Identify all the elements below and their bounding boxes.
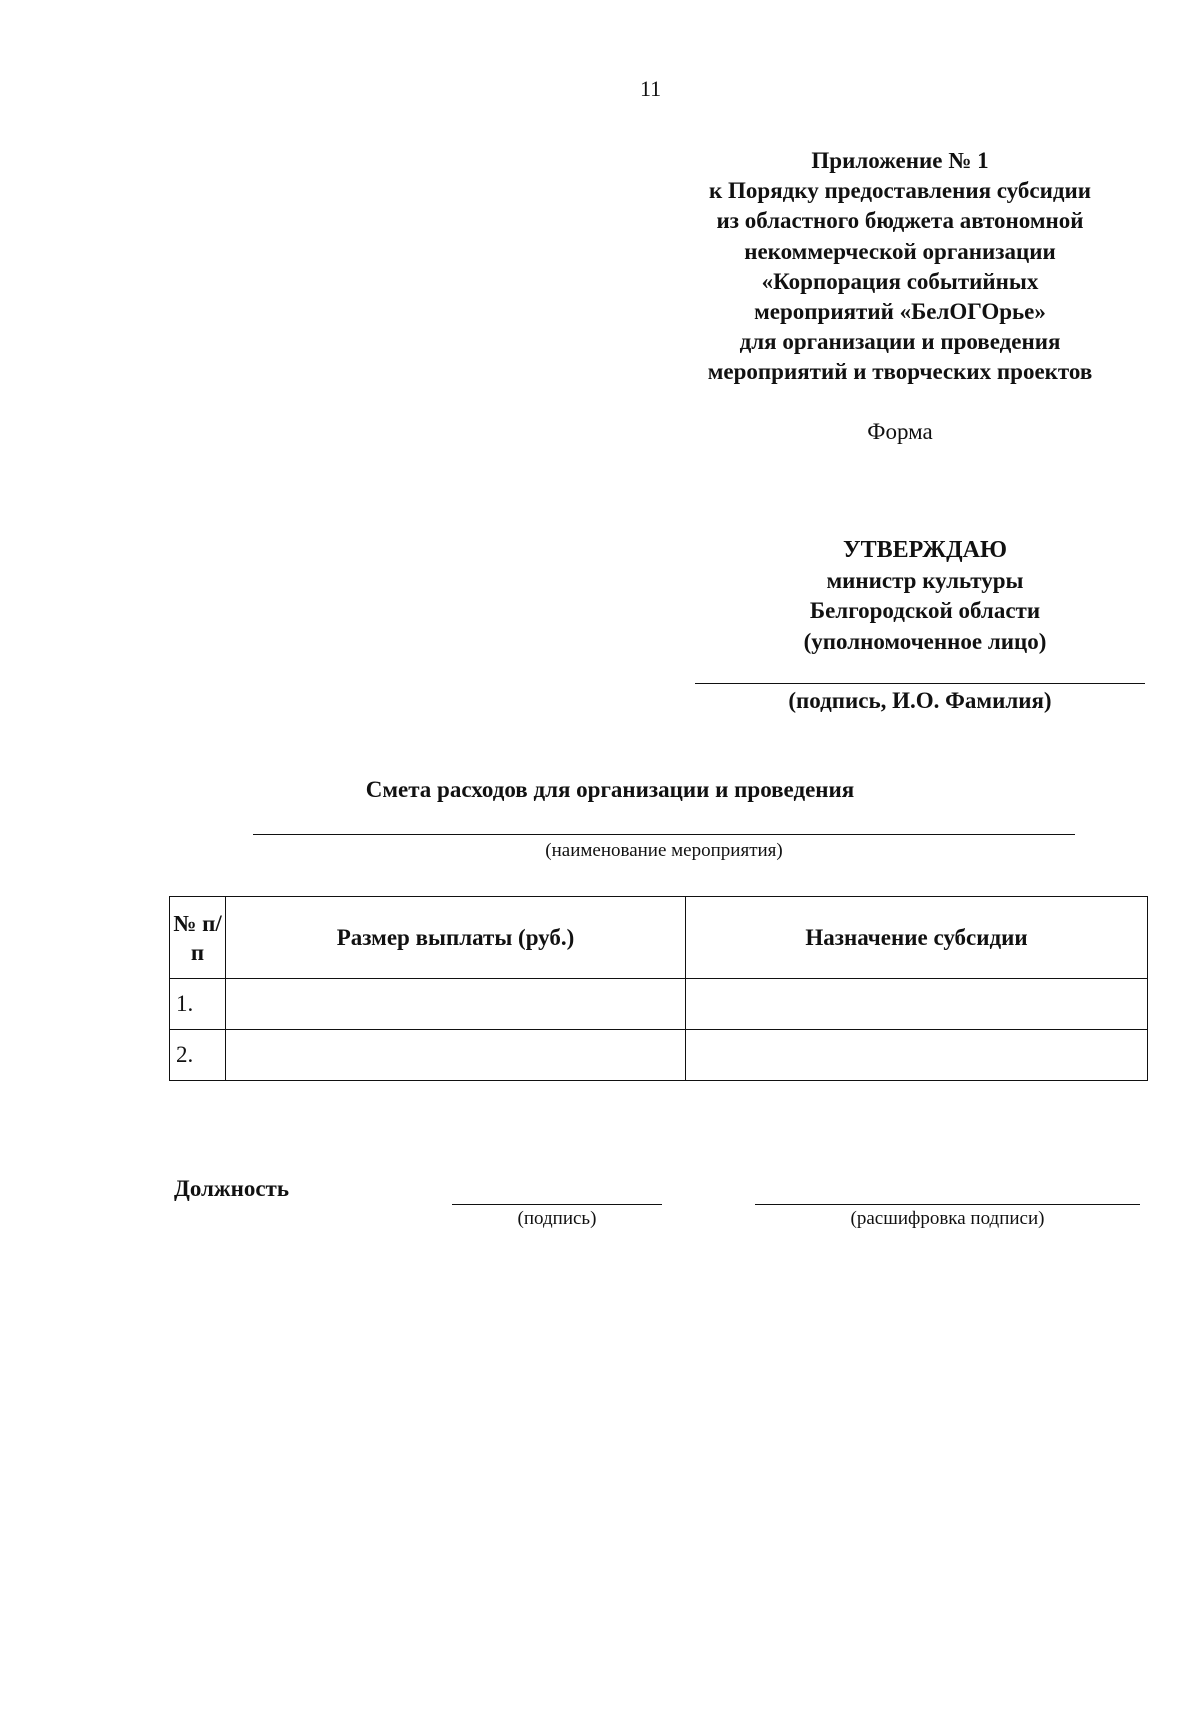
estimate-title: Смета расходов для организации и проведения bbox=[365, 777, 855, 802]
position-label: Должность bbox=[174, 1176, 290, 1201]
appendix-line: для организации и проведения bbox=[739, 329, 1061, 355]
form-label: Форма bbox=[867, 419, 933, 444]
event-name-line bbox=[253, 834, 1075, 835]
signature-caption: (подпись) bbox=[517, 1208, 597, 1229]
appendix-line: мероприятий «БелОГОрье» bbox=[754, 299, 1046, 325]
approval-signature-caption: (подпись, И.О. Фамилия) bbox=[788, 688, 1052, 713]
table-row bbox=[170, 1030, 1148, 1081]
purpose-cell bbox=[686, 1030, 1148, 1081]
approval-line: Белгородской области bbox=[809, 598, 1041, 623]
page-number: 11 bbox=[640, 76, 662, 101]
appendix-line: мероприятий и творческих проектов bbox=[707, 359, 1093, 385]
signature-decode-line bbox=[755, 1204, 1140, 1205]
amount-cell bbox=[226, 979, 686, 1030]
approval-signature-line bbox=[695, 683, 1145, 684]
column-header-purpose: Назначение субсидии bbox=[686, 897, 1148, 979]
appendix-line: к Порядку предоставления субсидии bbox=[709, 178, 1091, 204]
approval-line: (уполномоченное лицо) bbox=[803, 628, 1047, 654]
estimate-table bbox=[169, 896, 1148, 1081]
signature-line bbox=[452, 1204, 662, 1205]
table-header-row bbox=[170, 897, 1148, 979]
approval-line: министр культуры bbox=[826, 567, 1024, 593]
table-row bbox=[170, 979, 1148, 1030]
appendix-header bbox=[660, 146, 1140, 388]
event-name-caption: (наименование мероприятия) bbox=[545, 840, 783, 861]
amount-cell bbox=[226, 1030, 686, 1081]
approval-head: УТВЕРЖДАЮ bbox=[842, 537, 1008, 563]
appendix-line: некоммерческой организации bbox=[744, 238, 1056, 264]
appendix-line: Приложение № 1 bbox=[811, 148, 989, 173]
column-header-number: № п/п bbox=[170, 897, 226, 979]
row-number-cell: 2. bbox=[170, 1030, 226, 1081]
signature-decode-caption: (расшифровка подписи) bbox=[850, 1208, 1045, 1229]
appendix-line: «Корпорация событийных bbox=[761, 268, 1039, 294]
approval-block bbox=[760, 535, 1090, 657]
row-number-cell: 1. bbox=[170, 979, 226, 1030]
appendix-line: из областного бюджета автономной bbox=[716, 208, 1084, 234]
purpose-cell bbox=[686, 979, 1148, 1030]
column-header-amount: Размер выплаты (руб.) bbox=[226, 897, 686, 979]
